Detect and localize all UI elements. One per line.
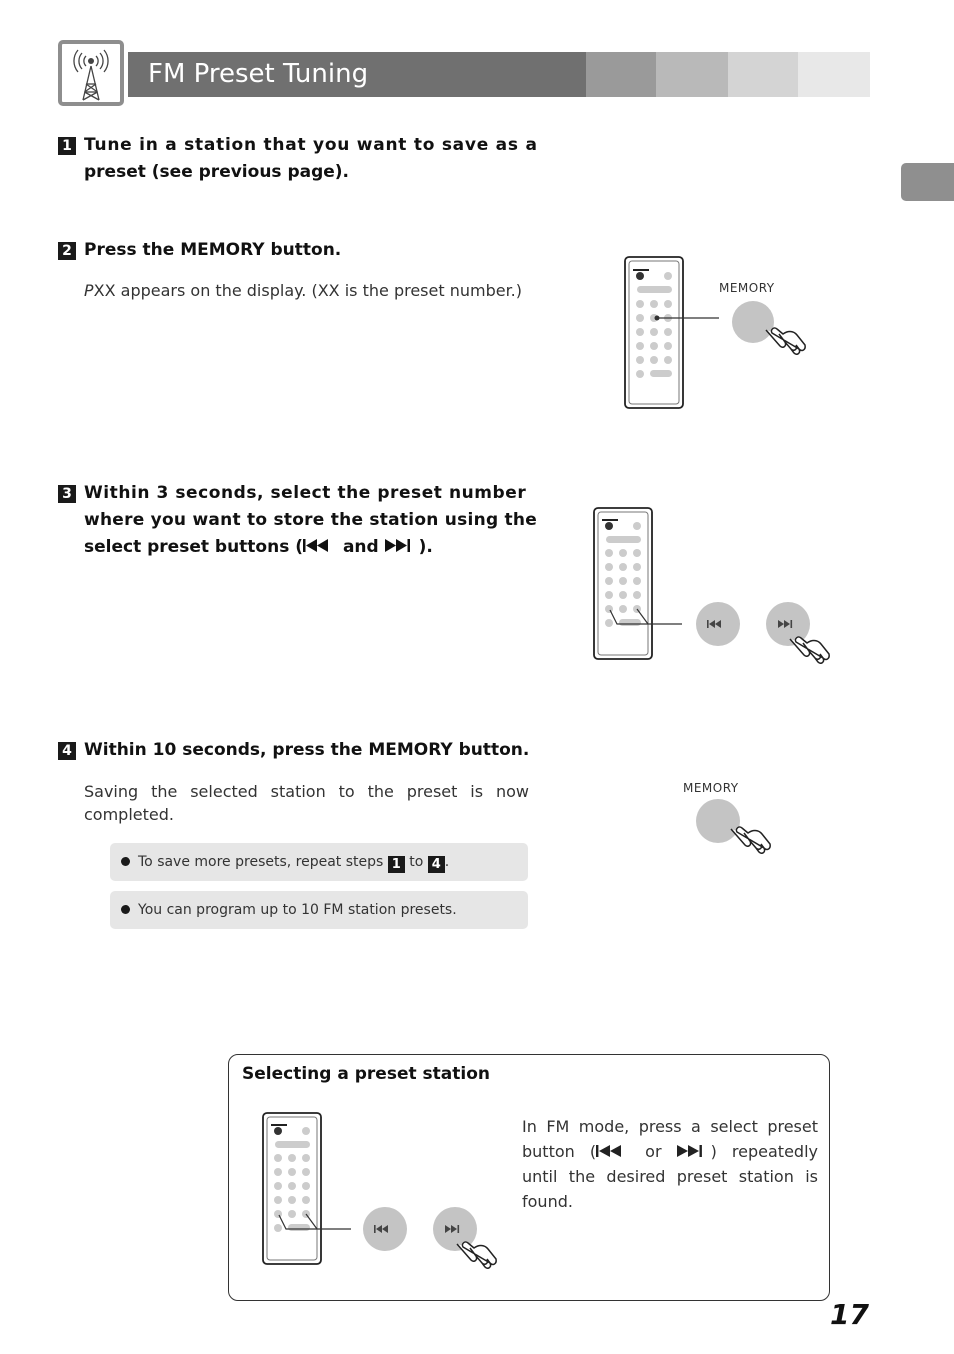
bullet-icon bbox=[121, 857, 130, 866]
selecting-preset-box bbox=[228, 1054, 830, 1301]
step-number: 3 bbox=[58, 485, 76, 503]
tip-repeat-steps: To save more presets, repeat steps 1 to 4 . bbox=[110, 843, 528, 881]
info-box-text: In FM mode, press a select preset button ( or ) repeatedly until the desired preset station is found. bbox=[522, 1117, 818, 1211]
memory-label: MEMORY bbox=[683, 781, 739, 795]
step-number: 2 bbox=[58, 242, 76, 260]
step-number: 4 bbox=[58, 742, 76, 760]
skip-back-icon bbox=[303, 539, 337, 552]
remote-control-icon bbox=[259, 1110, 519, 1290]
step-number: 1 bbox=[58, 137, 76, 155]
section-tab bbox=[901, 163, 954, 201]
bullet-icon bbox=[121, 905, 130, 914]
tip-preset-limit: You can program up to 10 FM station presets. bbox=[110, 891, 528, 929]
step-title: preset (see previous page). bbox=[84, 162, 350, 182]
step-title: Within 10 seconds, press the MEMORY button. bbox=[84, 740, 530, 760]
antenna-icon bbox=[62, 44, 120, 102]
step-title: where you want to store the station using the bbox=[84, 510, 538, 530]
remote-control-icon bbox=[620, 252, 820, 417]
step-body: Saving the selected station to the preset is now completed. bbox=[84, 782, 529, 824]
memory-press-illustration-2 bbox=[680, 778, 790, 878]
remote-control-icon bbox=[590, 505, 850, 685]
step-title: Press the MEMORY button. bbox=[84, 240, 342, 260]
step-title: Within 3 seconds, select the preset number bbox=[84, 483, 527, 503]
memory-label: MEMORY bbox=[719, 281, 775, 295]
header-bar bbox=[128, 52, 870, 97]
fm-antenna-icon-box bbox=[58, 40, 124, 106]
step-title: Tune in a station that you want to save as a bbox=[84, 135, 538, 155]
memory-press-illustration bbox=[620, 252, 820, 417]
info-box-title: Selecting a preset station bbox=[242, 1064, 490, 1084]
display-symbol: P bbox=[84, 281, 94, 300]
page-number: 17 bbox=[830, 1298, 869, 1331]
page-title: FM Preset Tuning bbox=[148, 59, 369, 89]
preset-buttons-illustration bbox=[590, 505, 850, 685]
skip-back-icon bbox=[596, 1145, 630, 1157]
skip-forward-icon bbox=[677, 1145, 711, 1157]
skip-forward-icon bbox=[385, 539, 419, 552]
step-body: XX appears on the display. (XX is the preset number.) bbox=[93, 281, 523, 300]
